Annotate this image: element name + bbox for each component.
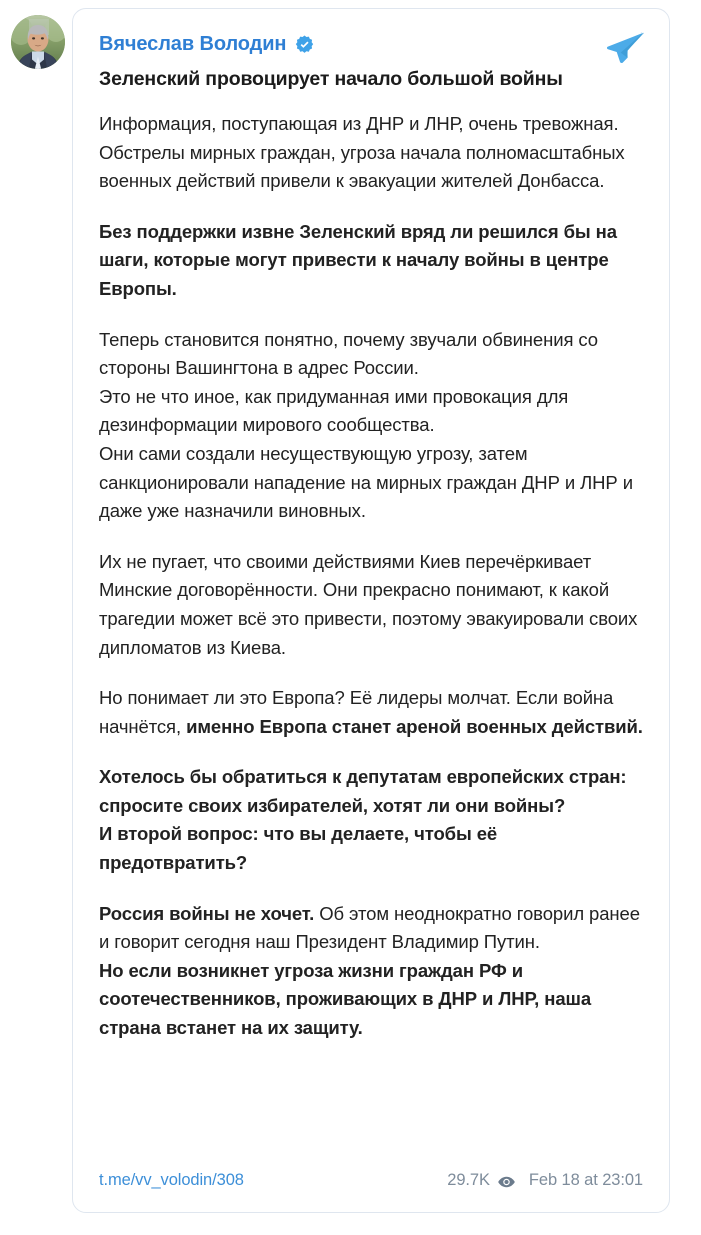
post-card-content bbox=[73, 9, 669, 1212]
post-body bbox=[99, 110, 643, 1043]
post-text-run: Их не пугает, что своими действиями Киев перечёркивает Минские договорённости. Они прекрасно понимают, к какой трагедии может всё это привести, поэтому эвакуировали своих дипломатов из Киева. bbox=[99, 550, 638, 658]
post-text-run: Теперь становится понятно, почему звучали обвинения со стороны Вашингтона в адрес России. bbox=[99, 328, 598, 379]
post-text-run: Хотелось бы обратиться к депутатам европейских стран: спросите своих избирателей, хотят ли они войны? bbox=[99, 766, 627, 816]
verified-badge-icon bbox=[295, 35, 314, 54]
post-text-run: именно Европа станет ареной военных действий. bbox=[186, 715, 643, 737]
post-paragraph bbox=[99, 326, 643, 526]
post-header bbox=[99, 31, 643, 57]
post-text-run: Они сами создали несуществующую угрозу, затем санкционировали нападение на мирных граждан ДНР и ЛНР и даже уже назначили виновных. bbox=[99, 442, 633, 522]
post-text-run: Обстрелы мирных граждан, угроза начала полномасштабных военных действий привели к эвакуации жителей Донбасса. bbox=[99, 141, 625, 192]
post-text-run: Но понимает ли это Европа? Её лидеры молчат. Если война начнётся, bbox=[99, 687, 614, 737]
telegram-post-card bbox=[72, 8, 670, 1213]
post-text-run: Но если возникнет угроза жизни граждан РФ и соотечественников, проживающих в ДНР и ЛНР, наша страна встанет на их защиту. bbox=[99, 959, 592, 1039]
post-paragraph bbox=[99, 684, 643, 741]
post-text-run: Это не что иное, как придуманная ими провокация для дезинформации мирового сообщества. bbox=[99, 385, 569, 436]
telegram-plane-icon bbox=[606, 32, 644, 65]
post-text-run: И второй вопрос: что вы делаете, чтобы её предотвратить? bbox=[99, 823, 498, 874]
post-paragraph bbox=[99, 110, 643, 196]
eye-icon bbox=[498, 1176, 515, 1188]
post-text-run: Россия войны не хочет. bbox=[99, 902, 315, 924]
post-paragraph bbox=[99, 900, 643, 1043]
post-text-run: Информация, поступающая из ДНР и ЛНР, очень тревожная. bbox=[99, 113, 619, 134]
post-paragraph bbox=[99, 548, 643, 662]
post-meta bbox=[447, 1171, 643, 1190]
post-date: Feb 18 at 23:01 bbox=[528, 1171, 643, 1189]
post-title: Зеленский провоцирует начало большой войны bbox=[99, 68, 563, 90]
post-text-run: Об этом неоднократно говорил ранее и говорит сегодня наш Президент Владимир Путин. bbox=[99, 902, 640, 953]
post-paragraph bbox=[99, 763, 643, 877]
post-paragraph bbox=[99, 218, 643, 304]
avatar[interactable] bbox=[11, 15, 65, 69]
post-permalink[interactable]: t.me/vv_volodin/308 bbox=[99, 1171, 244, 1189]
post-text-run: Без поддержки извне Зеленский вряд ли решился бы на шаги, которые могут привести к началу войны в центре Европы. bbox=[99, 220, 617, 299]
post-footer bbox=[99, 1171, 643, 1190]
view-count: 29.7K bbox=[447, 1171, 490, 1189]
channel-name[interactable]: Вячеслав Володин bbox=[99, 33, 287, 55]
